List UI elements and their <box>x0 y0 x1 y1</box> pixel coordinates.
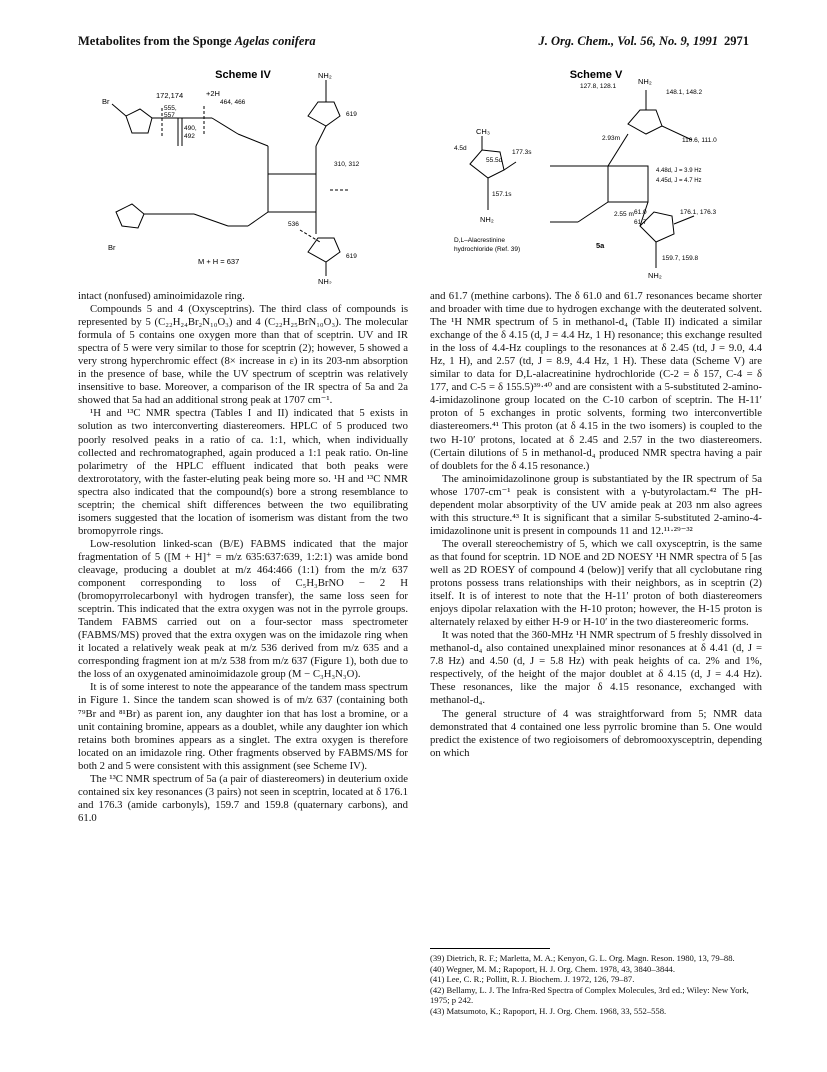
label-nh2-top: NH₂ <box>638 77 652 86</box>
label-mz2: 555, <box>164 105 177 112</box>
header-left-italic: Agelas conifera <box>234 34 316 48</box>
scheme-v <box>430 54 762 284</box>
label-5a: 5a <box>596 241 605 250</box>
right-para-4: The general structure of 4 was straightforward from 5; NMR data demonstrated that 4 contained one less pyrrolic bromine than 5. One would predict the existence of two regioisomers of debromooxysceptrin, depending on which <box>430 707 762 759</box>
label-ch3: CH₃ <box>476 127 490 136</box>
label-s1597: 159.7, 159.8 <box>662 255 699 262</box>
label-s293: 2.93m <box>602 135 621 142</box>
right-para-2: The overall stereochemistry of 5, which we call oxysceptrin, is the same as that found for sceptrin. 1D NOE and 2D NOESY ¹H NMR spectra of 5 [as well as 2D ROESY of compound 4 (below)] verify that all cyclobutane ring protons possess trans relationships with their neighbors, as in sceptrin (2) itself. It is of interest to note that the H-11′ proton of both diastereomers enjoys dipolar relaxation with the H-10 proton; however, the H-15 proton is alternately relaxed by either H-9 or H-10′ in the two diastereomeric forms. <box>430 537 762 629</box>
label-mz7: 492 <box>184 133 195 140</box>
label-j2: 4.45d, J = 4.7 Hz <box>656 178 702 184</box>
ref-40: (40) Wegner, M. M.; Rapoport, H. J. Org. Chem. 1978, 43, 3840–3844. <box>430 963 675 974</box>
label-s61: 61.0 <box>634 209 647 216</box>
label-s617: 61.7 <box>634 219 647 226</box>
left-para-2: ¹H and ¹³C NMR spectra (Tables I and II) indicated that 5 exists in solution as two interconverting diastereomers. HPLC of 5 produced two poorly resolved peaks in a ratio of ca. 1:1, which, when individually collected and rechromatographed, again produced a 1:1 peak ratio. On-line polarimetry of the HPLC effluent indicated that both peaks were dextrorotatory, with the faster-eluting peak being more so. ¹H and ¹³C NMR spectra also indicated that the compound(s) bore a strong resemblance to sceptrin; the chemical shift differences between the two equilibrating isomers suggested that the location of isomerism was distant from the two bromopyrrole rings. <box>78 407 408 537</box>
right-para-0: and 61.7 (methine carbons). The δ 61.0 and 61.7 resonances became shorter and broader with time due to hydrogen exchange with the deuterated solvent. The ¹H NMR spectrum of 5 in methanol-d₄ (Table II) indicated a similar exchange of the δ 4.15 (d, J = 4.4 Hz, 1 H) resonance; this exchange resulted in the loss of 4.4-Hz couplings to the resonances at δ 2.45 (td, J = 9.0, 4.4 Hz, 1 H), and 2.57 (td, J = 8.9, 4.4 Hz, 1 H). These data (Scheme V) are similar to data for D,L-alacreatinine hydrochloride (C-2 = δ 157, C-4 = δ 177, and C-5 = δ 155.5)³⁹·⁴⁰ and are consistent with a 5-substituted 2-amino-4-imidazolinone group located on the C-10 carbon of sceptrin. The H-11′ proton of 5 exchanges in protic solvents, forming two interconvertible diastereomers.⁴¹ This proton (at δ 4.15 in the two isomers) is coupled to the two H-10′ protons, located at δ 2.45 and 2.57 in the two diastereomers. (Certain dilutions of 5 in methanol-d₄ produced NMR spectra having a pair of doublets for the δ 4.15 resonance.) <box>430 290 762 472</box>
label-s1106: 110.6, 111.0 <box>682 137 717 144</box>
left-para-4: It is of some interest to note the appearance of the tandem mass spectrum in Figure 1. Since the tandem scan showed is of m/z 637 (containing both ⁷⁹Br and ⁸¹Br) as parent ion, any daughter ion that has lost a bromine, or a unit containing bromine, appears as a doublet, while any daughter ion which retains both bromines appears as a singlet. The extra oxygen is therefore located on an imidazole ring. Other fragments observed by FABMS/MS for both 2 and 5 were consistent with this assignment (see Scheme IV). <box>78 681 408 772</box>
label-mz3: 557 <box>164 112 175 119</box>
label-j1: 4.48d, J = 3.9 Hz <box>656 168 702 174</box>
left-para-3: Low-resolution linked-scan (B/E) FABMS indicated that the major fragmentation of 5 ([M + H]⁺ = m/z 635:637:639, 1:2:1) was amide bond cleavage, producing a doublet at m/z 464:466 (1:1) from the m/z 637 component corresponding to loss of C₅H₃BrNO − 2 H (bromopyrrolecarbonyl with hydrogen transfer), the same loss seen for sceptrin. This indicated that the extra oxygen was not in the pyrrole groups. Tandem FABMS carried out on a four-sector mass spectrometer (FABMS/MS) proved that the extra oxygen was on the imidazole ring when it located a relatively weak peak at m/z 536 derived from m/z 635 and a corresponding fragment ion at m/z 538 from m/z 637 (Figure 1), both due to the loss of an oxygenated aminoimidazole group (M − C₃H₃N₃O). <box>78 537 408 681</box>
label-mz4: +2H <box>206 89 220 98</box>
label-br2: Br <box>108 243 116 252</box>
left-para-5: The ¹³C NMR spectrum of 5a (a pair of diastereomers) in deuterium oxide contained six key resonances (3 pairs) not seen in sceptrin, located at δ 176.1 and 176.3 (amide carbonyls), 159.7 and 159.8 (quaternary carbons), and 61.0 <box>78 772 408 824</box>
scheme-iv-structure <box>78 54 408 284</box>
label-nh2-left: NH₂ <box>480 215 494 224</box>
label-s45: 4.5d <box>454 145 467 152</box>
label-mz5: 464, 466 <box>220 99 246 106</box>
left-column <box>78 290 408 825</box>
label-s176: 176.1, 176.3 <box>680 209 717 216</box>
scheme-iv-title: Scheme IV <box>215 69 271 81</box>
right-para-3: It was noted that the 360-MHz ¹H NMR spectrum of 5 freshly dissolved in methanol-d₄ also contained unexplained minor resonances at δ 4.41 (d, J = 7.8 Hz) and 4.50 (d, J = 5.8 Hz) with peak heights of ca. 2% and 1%, respectively, of the height of the major doublet at δ 4.15 (d, J = 4.4 Hz). These resonances, like the major δ 4.15 resonance, exchanged with methanol-d₄. <box>430 629 762 707</box>
label-s1773: 177.3s <box>512 149 532 156</box>
footnotes <box>430 948 762 1017</box>
label-mz1: 172,174 <box>156 91 184 100</box>
label-cap2: hydrochloride (Ref. 39) <box>454 246 521 253</box>
label-nh2-bot: NH₂ <box>318 277 332 284</box>
label-s555: 55.5d <box>486 157 503 164</box>
label-nh2-top: NH₂ <box>318 71 332 80</box>
scheme-v-title: Scheme V <box>569 69 623 81</box>
left-para-0: intact (nonfused) aminoimidazole ring. <box>78 290 245 302</box>
label-cap1: D,L–Alacrestinine <box>454 237 505 244</box>
label-mz619b: 619 <box>346 253 357 260</box>
right-para-1: The aminoimidazolinone group is substantiated by the IR spectrum of 5a whose 1707-cm⁻¹ peak is consistent with a γ-butyrolactam.⁴² The pH-dependent molar absorptivity of the UV amide peak at 203 nm also agrees with this structure.⁴³ It is significant that a similar 5-substituted 2-amino-4-imidazolinone unit is present in compounds 11 and 12.¹¹·²⁹⁻³² <box>430 472 762 537</box>
scheme-iv <box>78 54 408 284</box>
page-number: 2971 <box>724 34 749 48</box>
label-s148: 148.1, 148.2 <box>666 89 703 96</box>
label-s1571: 157.1s <box>492 191 512 198</box>
scheme-v-structure <box>430 54 762 284</box>
running-header-left <box>78 34 316 49</box>
label-nh2-bot: NH₂ <box>648 271 662 280</box>
label-s127: 127.8, 128.1 <box>580 83 617 90</box>
label-mz310: 310, 312 <box>334 161 360 168</box>
header-journal: J. Org. Chem., Vol. 56, No. 9, 1991 <box>538 34 718 48</box>
right-column <box>430 290 762 760</box>
ref-39: (39) Dietrich, R. F.; Marletta, M. A.; Kenyon, G. L. Org. Magn. Reson. 1980, 13, 79–88. <box>430 953 735 963</box>
label-mz6: 490, <box>184 125 197 132</box>
label-br1: Br <box>102 97 110 106</box>
running-header-right <box>538 34 749 49</box>
label-s255: 2.55 m <box>614 211 634 218</box>
ref-41: (41) Lee, C. R.; Pollitt, R. J. Biochem. J. 1972, 126, 79–87. <box>430 974 635 985</box>
left-para-1: Compounds 5 and 4 (Oxysceptrins). The third class of compounds is represented by 5 (C₂₂H₂₄Br₂N₁₀O₃) and 4 (C₂₂H₂₅BrN₁₀O₃). The molecular formula of 5 contains one oxygen more than that of sceptrin. UV and IR spectra of 5 were very similar to those for sceptrin (2); however, 5 showed a very strong hyperchromic effect (8× increase in ε) in its 203-nm absorption in the presence of base, while the UV spectrum of sceptrin was relatively insensitive to base. Moreover, a comparison of the IR spectra of 5a and 2a showed that 5a had an additional strong peak at 1707 cm⁻¹. <box>78 303 408 407</box>
label-mz619a: 619 <box>346 111 357 118</box>
header-left-prefix: Metabolites from the Sponge <box>78 34 235 48</box>
label-mz536: 536 <box>288 221 299 228</box>
label-mh: M + H = 637 <box>198 257 240 266</box>
footnote-rule <box>430 948 550 949</box>
ref-42: (42) Bellamy, L. J. The Infra-Red Spectra of Complex Molecules, 3rd ed.; Wiley: New York, 1975; p 242. <box>430 984 749 1006</box>
ref-43: (43) Matsumoto, K.; Rapoport, H. J. Org. Chem. 1968, 33, 552–558. <box>430 1005 667 1016</box>
